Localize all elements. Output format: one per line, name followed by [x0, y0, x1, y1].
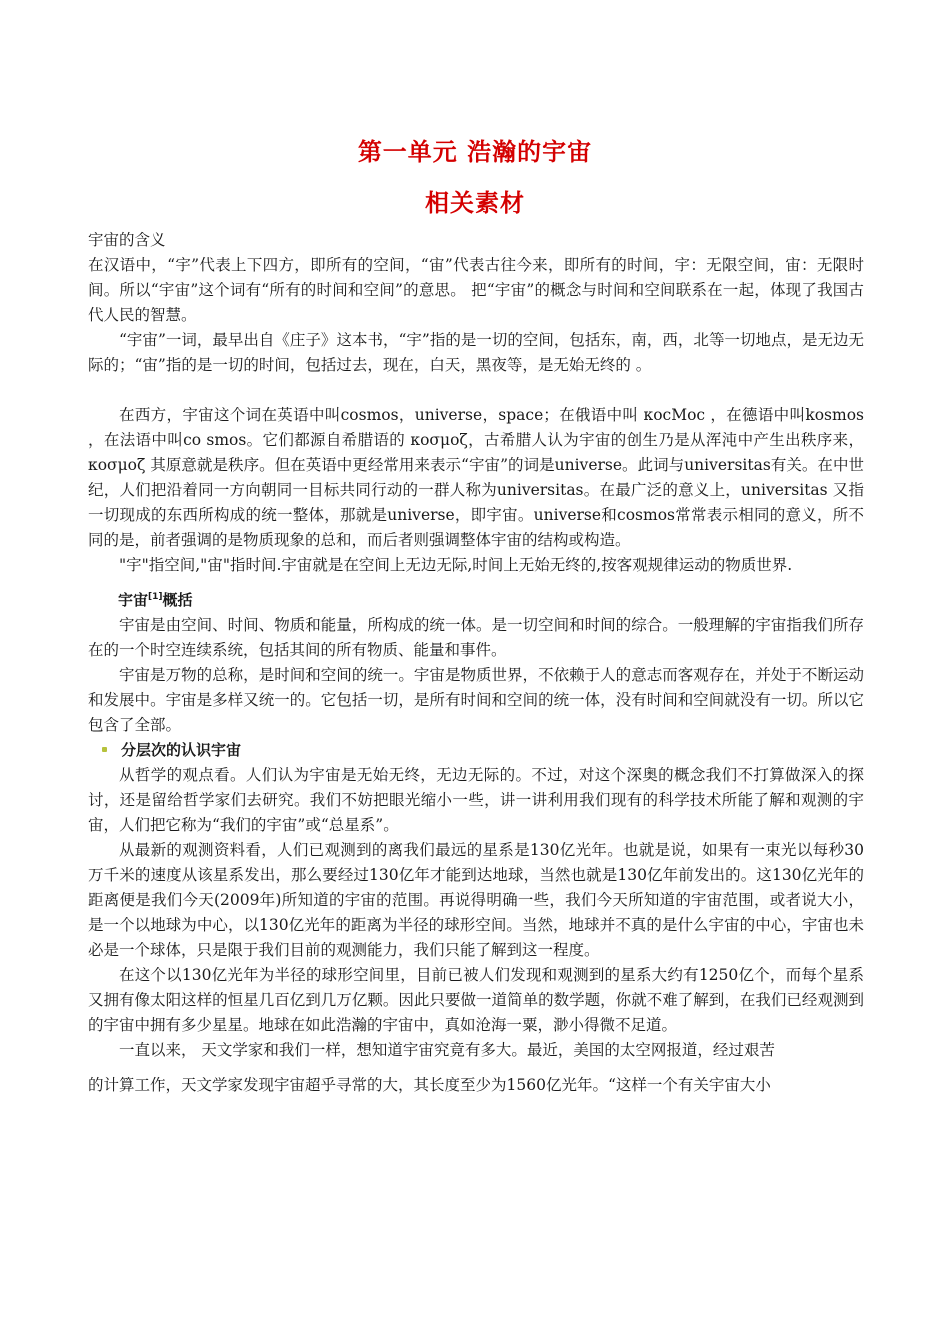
- paragraph: 从最新的观测资料看，人们已观测到的离我们最远的星系是130亿光年。也就是说，如果有一束光以每秒30万千米的速度从该星系发出，那么要经过130亿年才能到达地球，当然也就是130亿年前发出的。这130亿光年的距离便是我们今天(2009年)所知道的宇宙的范围。再说得明确一些，我们今天所知道的宇宙范围，或者说大小，是一个以地球为中心，以130亿光年的距离为半径的球形空间。当然，地球并不真的是什么宇宙的中心，宇宙也未必是一个球体，只是限于我们目前的观测能力，我们只能了解到这一程度。: [88, 841, 864, 959]
- gap: [88, 578, 864, 588]
- paragraph: 宇宙是由空间、时间、物质和能量，所构成的统一体。是一切空间和时间的综合。一般理解的宇宙指我们所存在的一个时空连续系统，包括其间的所有物质、能量和事件。: [88, 616, 864, 659]
- section-heading-layers: [88, 738, 864, 763]
- paragraph: "宇"指空间,"宙"指时间.宇宙就是在空间上无边无际,时间上无始无终的,按客观规律运动的物质世界.: [119, 556, 793, 574]
- page-subtitle: 相关素材: [425, 189, 525, 217]
- paragraph: 在西方，宇宙这个词在英语中叫cosmos，universe，space；在俄语中叫 κocMoc ，在德语中叫kosmos ，在法语中叫co smos。它们都源自希腊语的 κοσμοζ，古希腊人认为宇宙的创生乃是从浑沌中产生出秩序来， κοσμοζ 其原意就是秩序。但在英语中更经常用来表示“宇宙”的词是universe。此词与universitas有关。在中世纪，人们把沿着同一方向朝同一目标共同行动的一群人称为universitas。在最广泛的意义上，universitas 又指一切现成的东西所构成的统一整体，那就是universe，即宇宙。universe和cosmos常常表示相同的意义，所不同的是，前者强调的是物质现象的总和，而后者则强调整体宇宙的结构或构造。: [88, 406, 864, 549]
- bullet-icon: [102, 747, 107, 752]
- gap: [88, 1063, 864, 1073]
- summary-heading-part: 宇宙: [118, 591, 149, 609]
- layer-heading-text: 分层次的认识宇宙: [121, 741, 242, 759]
- paragraph: “宇宙”一词，最早出自《庄子》这本书，“宇”指的是一切的空间，包括东，南，西，北等一切地点，是无边无际的；“宙”指的是一切的时间，包括过去，现在，白天，黑夜等，是无始无终的 。: [88, 331, 864, 374]
- paragraph: 一直以来， 天文学家和我们一样，想知道宇宙究竟有多大。最近，美国的太空网报道，经过艰苦: [119, 1041, 775, 1059]
- blank-line: [88, 378, 864, 403]
- paragraph: 宇宙是万物的总称，是时间和空间的统一。宇宙是物质世界，不依赖于人的意志而客观存在，并处于不断运动和发展中。宇宙是多样又统一的。它包括一切，是所有时间和空间的统一体，没有时间和空间就没有一切。所以它包含了全部。: [88, 666, 864, 734]
- footnote-ref: [1]: [148, 592, 163, 602]
- paragraph: 从哲学的观点看。人们认为宇宙是无始无终，无边无际的。不过，对这个深奥的概念我们不打算做深入的探讨，还是留给哲学家们去研究。我们不妨把眼光缩小一些，讲一讲利用我们现有的科学技术所能了解和观测的宇宙，人们把它称为“我们的宇宙”或“总星系”。: [88, 766, 864, 834]
- paragraph: 在汉语中，“宇”代表上下四方，即所有的空间，“宙”代表古往今来，即所有的时间，宇：无限空间，宙：无限时间。所以“宇宙”这个词有“所有的时间和空间”的意思。 把“宇宙”的概念与时间和空间联系在一起，体现了我国古代人民的智慧。: [88, 256, 864, 324]
- document-body: [88, 228, 864, 1098]
- section-heading-summary: [88, 588, 864, 613]
- section-heading-meaning: 宇宙的含义: [88, 231, 166, 249]
- page-title: 第一单元 浩瀚的宇宙: [357, 138, 593, 166]
- paragraph: 在这个以130亿光年为半径的球形空间里，目前已被人们发现和观测到的星系大约有1250亿个，而每个星系又拥有像太阳这样的恒星几百亿到几万亿颗。因此只要做一道简单的数学题，你就不难了解到，在我们已经观测到的宇宙中拥有多少星星。地球在如此浩瀚的宇宙中，真如沧海一粟，渺小得微不足道。: [88, 966, 864, 1034]
- paragraph: 的计算工作，天文学家发现宇宙超乎寻常的大，其长度至少为1560亿光年。“这样一个有关宇宙大小: [88, 1076, 771, 1094]
- summary-heading-part: 概括: [162, 591, 193, 609]
